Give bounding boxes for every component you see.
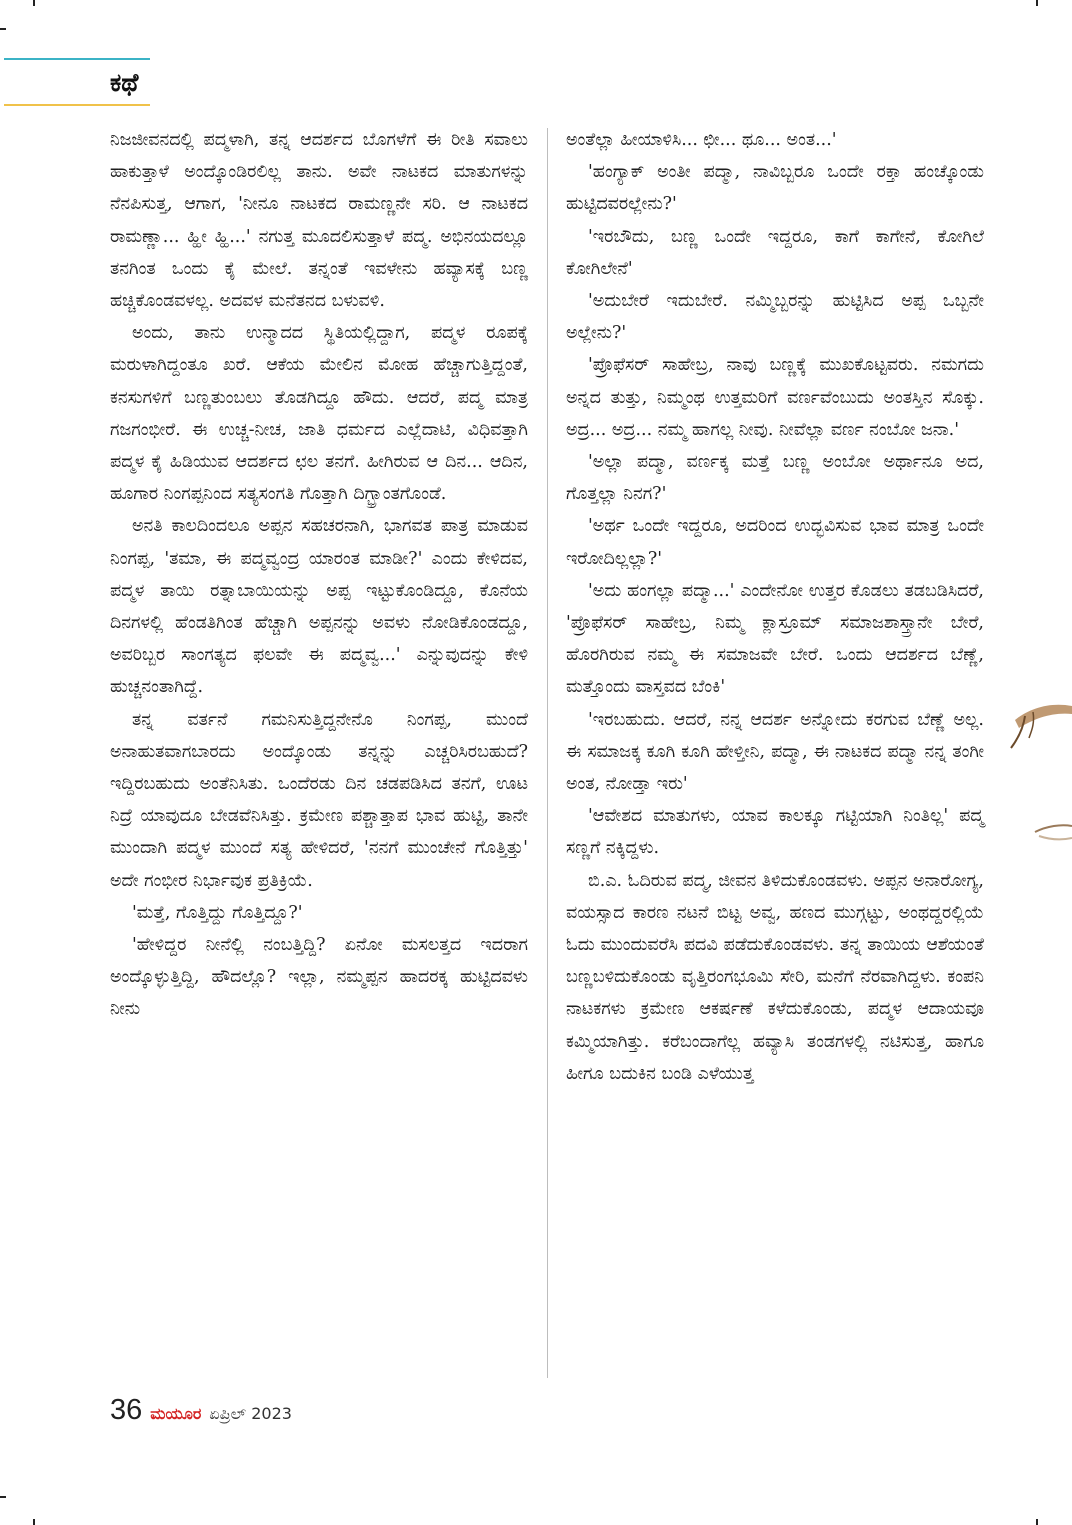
paragraph: 'ಇರಬಹುದು. ಆದರೆ, ನನ್ನ ಆದರ್ಶ ಅನ್ನೋದು ಕರಗುವ ಬೆಣ್ಣೆ ಅಲ್ಲ. ಈ ಸಮಾಜಕ್ಕ ಕೂಗಿ ಕೂಗಿ ಹೇಳ್ತೀನಿ, ಪದ್ಮಾ, ಈ ನಾಟಕದ ಪದ್ಮಾ ನನ್ನ ತಂಗೀ ಅಂತ, ನೋಡ್ತಾ ಇರು' xyxy=(566,709,984,795)
issue-date: ಏಪ್ರಿಲ್ 2023 xyxy=(209,1404,292,1423)
crop-mark-bottom-right xyxy=(1036,1519,1038,1525)
column-divider xyxy=(547,128,548,1378)
crop-mark-left-upper xyxy=(0,28,6,30)
paragraph: ಅನತಿ ಕಾಲದಿಂದಲೂ ಅಪ್ಪನ ಸಹಚರನಾಗಿ, ಭಾಗವತ ಪಾತ್ರ ಮಾಡುವ ನಿಂಗಪ್ಪ, 'ತಮಾ, ಈ ಪದ್ಮವ್ವಂದ್ರ ಯಾರಂತ ಮಾಡೀ?' ಎಂದು ಕೇಳಿದವ, ಪದ್ಮಳ ತಾಯಿ ರತ್ನಾಬಾಯಿಯನ್ನು ಅಪ್ಪ ಇಟ್ಟುಕೊಂಡಿದ್ದೂ, ಕೊನೆಯ ದಿನಗಳಲ್ಲಿ ಹೆಂಡತಿಗಿಂತ ಹೆಚ್ಚಾಗಿ ಅಪ್ಪನನ್ನು ಅವಳು ನೋಡಿಕೊಂಡದ್ದೂ, ಅವರಿಬ್ಬರ ಸಾಂಗತ್ಯದ ಫಲವೇ ಈ ಪದ್ಮವ್ವ...' ಎನ್ನುವುದನ್ನು ಕೇಳಿ ಹುಚ್ಚನಂತಾಗಿದ್ದೆ. xyxy=(110,516,528,698)
paragraph: 'ಹಂಗ್ಯಾಕ್ ಅಂತೀ ಪದ್ಮಾ, ನಾವಿಬ್ಬರೂ ಒಂದೇ ರಕ್ತಾ ಹಂಚ್ಕೊಂಡು ಹುಟ್ಟಿದವರಲ್ಲೇನು?' xyxy=(566,162,984,215)
section-label: ಕಥೆ xyxy=(110,68,139,97)
left-column xyxy=(110,124,528,1026)
paragraph: ನಿಜಜೀವನದಲ್ಲಿ ಪದ್ಮಳಾಗಿ, ತನ್ನ ಆದರ್ಶದ ಬೊಗಳೆಗೆ ಈ ರೀತಿ ಸವಾಲು ಹಾಕುತ್ತಾಳೆ ಅಂದ್ಕೊಂಡಿರಲಿಲ್ಲ ತಾನು. ಅವೇ ನಾಟಕದ ಮಾತುಗಳನ್ನು ನೆನಪಿಸುತ್ತ, ಆಗಾಗ, 'ನೀನೂ ನಾಟಕದ ರಾಮಣ್ಣನೇ ಸರಿ. ಆ ನಾಟಕದ ರಾಮಣ್ಣಾ... ಹ್ಹೀ ಹ್ಹಿ...' ನಗುತ್ತ ಮೂದಲಿಸುತ್ತಾಳೆ ಪದ್ಮ. ಅಭಿನಯದಲ್ಲೂ ತನಗಿಂತ ಒಂದು ಕೈ ಮೇಲೆ. ತನ್ನಂತೆ ಇವಳೇನು ಹವ್ಯಾಸಕ್ಕೆ ಬಣ್ಣ ಹಚ್ಚಿಕೊಂಡವಳಲ್ಲ. ಅದವಳ ಮನೆತನದ ಬಳುವಳಿ. xyxy=(110,130,529,312)
decorative-illustration xyxy=(1005,690,1072,860)
section-rule-bottom xyxy=(4,104,150,106)
paragraph: ಅಂತೆಲ್ಲಾ ಹೀಯಾಳಿಸಿ... ಛೀ... ಥೂ... ಅಂತ...' xyxy=(566,130,837,150)
crop-mark-bottom-left xyxy=(33,1519,35,1525)
paragraph: 'ಅದು ಹಂಗಲ್ಲಾ ಪದ್ಮಾ...' ಎಂದೇನೋ ಉತ್ತರ ಕೊಡಲು ತಡಬಡಿಸಿದರೆ, 'ಪ್ರೊಫೆಸರ್ ಸಾಹೇಬ್ರ, ನಿಮ್ಮ ಕ್ಲಾಸ್ರೂಮ್ ಸಮಾಜಶಾಸ್ತ್ರಾನೇ ಬೇರೆ, ಹೊರಗಿರುವ ನಮ್ಮ ಈ ಸಮಾಜವೇ ಬೇರೆ. ಒಂದು ಆದರ್ಶದ ಬೆಣ್ಣೆ, ಮತ್ತೊಂದು ವಾಸ್ತವದ ಬೆಂಕಿ' xyxy=(566,580,984,698)
paragraph: ಬಿ.ಎ. ಓದಿರುವ ಪದ್ಮ, ಜೀವನ ತಿಳಿದುಕೊಂಡವಳು. ಅಪ್ಪನ ಅನಾರೋಗ್ಯ, ವಯಸ್ಸಾದ ಕಾರಣ ನಟನೆ ಬಿಟ್ಟ ಅವ್ವ, ಹಣದ ಮುಗ್ಗಟ್ಟು, ಅಂಥದ್ದರಲ್ಲಿಯೆ ಓದು ಮುಂದುವರೆಸಿ ಪದವಿ ಪಡೆದುಕೊಂಡವಳು. ತನ್ನ ತಾಯಿಯ ಆಶೆಯಂತೆ ಬಣ್ಣಬಳಿದುಕೊಂಡು ವೃತ್ತಿರಂಗಭೂಮಿ ಸೇರಿ, ಮನೆಗೆ ನೆರವಾಗಿದ್ದಳು. ಕಂಪನಿ ನಾಟಕಗಳು ಕ್ರಮೇಣ ಆಕರ್ಷಣೆ ಕಳೆದುಕೊಂಡು, ಪದ್ಮಳ ಆದಾಯವೂ ಕಮ್ಮಿಯಾಗಿತ್ತು. ಕರೆಬಂದಾಗೆಲ್ಲ ಹವ್ಯಾಸಿ ತಂಡಗಳಲ್ಲಿ ನಟಿಸುತ್ತ, ಹಾಗೂ ಹೀಗೂ ಬದುಕಿನ ಬಂಡಿ ಎಳೆಯುತ್ತ xyxy=(566,870,984,1084)
paragraph: 'ಆವೇಶದ ಮಾತುಗಳು, ಯಾವ ಕಾಲಕ್ಕೂ ಗಟ್ಟಿಯಾಗಿ ನಿಂತಿಲ್ಲ' ಪದ್ಮ ಸಣ್ಣಗೆ ನಕ್ಕಿದ್ದಳು. xyxy=(566,806,984,859)
paragraph: ಅಂದು, ತಾನು ಉನ್ಮಾದದ ಸ್ಥಿತಿಯಲ್ಲಿದ್ದಾಗ, ಪದ್ಮಳ ರೂಪಕ್ಕೆ ಮರುಳಾಗಿದ್ದಂತೂ ಖರೆ. ಆಕೆಯ ಮೇಲಿನ ಮೋಹ ಹೆಚ್ಚಾಗುತ್ತಿದ್ದಂತೆ, ಕನಸುಗಳಿಗೆ ಬಣ್ಣತುಂಬಲು ತೊಡಗಿದ್ದೂ ಹೌದು. ಆದರೆ, ಪದ್ಮ ಮಾತ್ರ ಗಜಗಂಭೀರೆ. ಈ ಉಚ್ಚ-ನೀಚ, ಜಾತಿ ಧರ್ಮದ ಎಲ್ಲೆದಾಟಿ, ವಿಧಿವತ್ತಾಗಿ ಪದ್ಮಳ ಕೈ ಹಿಡಿಯುವ ಆದರ್ಶದ ಛಲ ತನಗೆ. ಹೀಗಿರುವ ಆ ದಿನ... ಆದಿನ, ಹೂಗಾರ ನಿಂಗಪ್ಪನಿಂದ ಸತ್ಯಸಂಗತಿ ಗೊತ್ತಾಗಿ ದಿಗ್ಭ್ರಾಂತಗೊಂಡೆ. xyxy=(110,323,528,505)
paragraph: 'ಅಲ್ಲಾ ಪದ್ಮಾ, ವರ್ಣಕ್ಕ ಮತ್ತೆ ಬಣ್ಣ ಅಂಬೋ ಅರ್ಥಾನೂ ಅದ, ಗೊತ್ತಲ್ಲಾ ನಿನಗ?' xyxy=(566,452,984,505)
right-column xyxy=(566,124,984,1090)
paragraph: 'ಅರ್ಥ ಒಂದೇ ಇದ್ದರೂ, ಅದರಿಂದ ಉದ್ಭವಿಸುವ ಭಾವ ಮಾತ್ರ ಒಂದೇ ಇರೋದಿಲ್ಲಲ್ಲಾ?' xyxy=(566,516,984,569)
section-header xyxy=(0,58,150,108)
paragraph: 'ಅದುಬೇರೆ ಇದುಬೇರೆ. ನಮ್ಮಿಬ್ಬರನ್ನು ಹುಟ್ಟಿಸಿದ ಅಪ್ಪ ಒಬ್ಬನೇ ಅಲ್ಲೇನು?' xyxy=(566,291,984,344)
paragraph: 'ಪ್ರೊಫೆಸರ್ ಸಾಹೇಬ್ರ, ನಾವು ಬಣ್ಣಕ್ಕೆ ಮುಖಕೊಟ್ಟವರು. ನಮಗದು ಅನ್ನದ ತುತ್ತು, ನಿಮ್ಮಂಥ ಉತ್ತಮರಿಗೆ ವರ್ಣವೆಂಬುದು ಅಂತಸ್ತಿನ ಸೊಕ್ಕು. ಅದ್ರ... ಅದ್ರ... ನಮ್ಮ ಹಾಗಲ್ಲ ನೀವು. ನೀವೆಲ್ಲಾ ವರ್ಣ ನಂಬೋ ಜನಾ.' xyxy=(566,355,984,440)
crop-mark-left-lower xyxy=(0,1496,6,1498)
page-footer xyxy=(110,1394,292,1430)
crop-mark-top-left xyxy=(33,0,35,6)
page-number: 36 xyxy=(110,1394,143,1426)
paragraph: 'ಹೇಳಿದ್ದರ ನೀನೆಲ್ಲಿ ನಂಬತ್ತಿದ್ದಿ? ಏನೋ ಮಸಲತ್ತದ ಇದರಾಗ ಅಂದ್ಕೊಳ್ಳುತ್ತಿದ್ದಿ, ಹೌದಲ್ಲೊ? ಇಲ್ಲಾ, ನಮ್ಮಪ್ಪನ ಹಾದರಕ್ಕ ಹುಟ್ಟಿದವಳು ನೀನು xyxy=(110,935,528,1020)
magazine-logo: ಮಯೂರ xyxy=(150,1404,202,1423)
paragraph: 'ಮತ್ತೆ, ಗೊತ್ತಿದ್ದು ಗೊತ್ತಿದ್ದೂ?' xyxy=(132,902,303,923)
paragraph: ತನ್ನ ವರ್ತನೆ ಗಮನಿಸುತ್ತಿದ್ದನೇನೊ ನಿಂಗಪ್ಪ, ಮುಂದೆ ಅನಾಹುತವಾಗಬಾರದು ಅಂದ್ಕೊಂಡು ತನ್ನನ್ನು ಎಚ್ಚರಿಸಿರಬಹುದೆ? ಇದ್ದಿರಬಹುದು ಅಂತೆನಿಸಿತು. ಒಂದೆರಡು ದಿನ ಚಡಪಡಿಸಿದ ತನಗೆ, ಊಟ ನಿದ್ರೆ ಯಾವುದೂ ಬೇಡವೆನಿಸಿತ್ತು. ಕ್ರಮೇಣ ಪಶ್ಚಾತ್ತಾಪ ಭಾವ ಹುಟ್ಟಿ, ತಾನೇ ಮುಂದಾಗಿ ಪದ್ಮಳ ಮುಂದೆ ಸತ್ಯ ಹೇಳಿದರೆ, 'ನನಗೆ ಮುಂಚೇನೆ ಗೊತ್ತಿತ್ತು' ಅದೇ ಗಂಭೀರ ನಿರ್ಭಾವುಕ ಪ್ರತಿಕ್ರಿಯೆ. xyxy=(110,709,528,891)
paragraph: 'ಇರಬೌದು, ಬಣ್ಣ ಒಂದೇ ಇದ್ದರೂ, ಕಾಗೆ ಕಾಗೇನೆ, ಕೋಗಿಲೆ ಕೋಗಿಲೇನೆ' xyxy=(566,226,984,279)
section-rule-top xyxy=(4,58,150,60)
crop-mark-top-right xyxy=(1036,0,1038,6)
